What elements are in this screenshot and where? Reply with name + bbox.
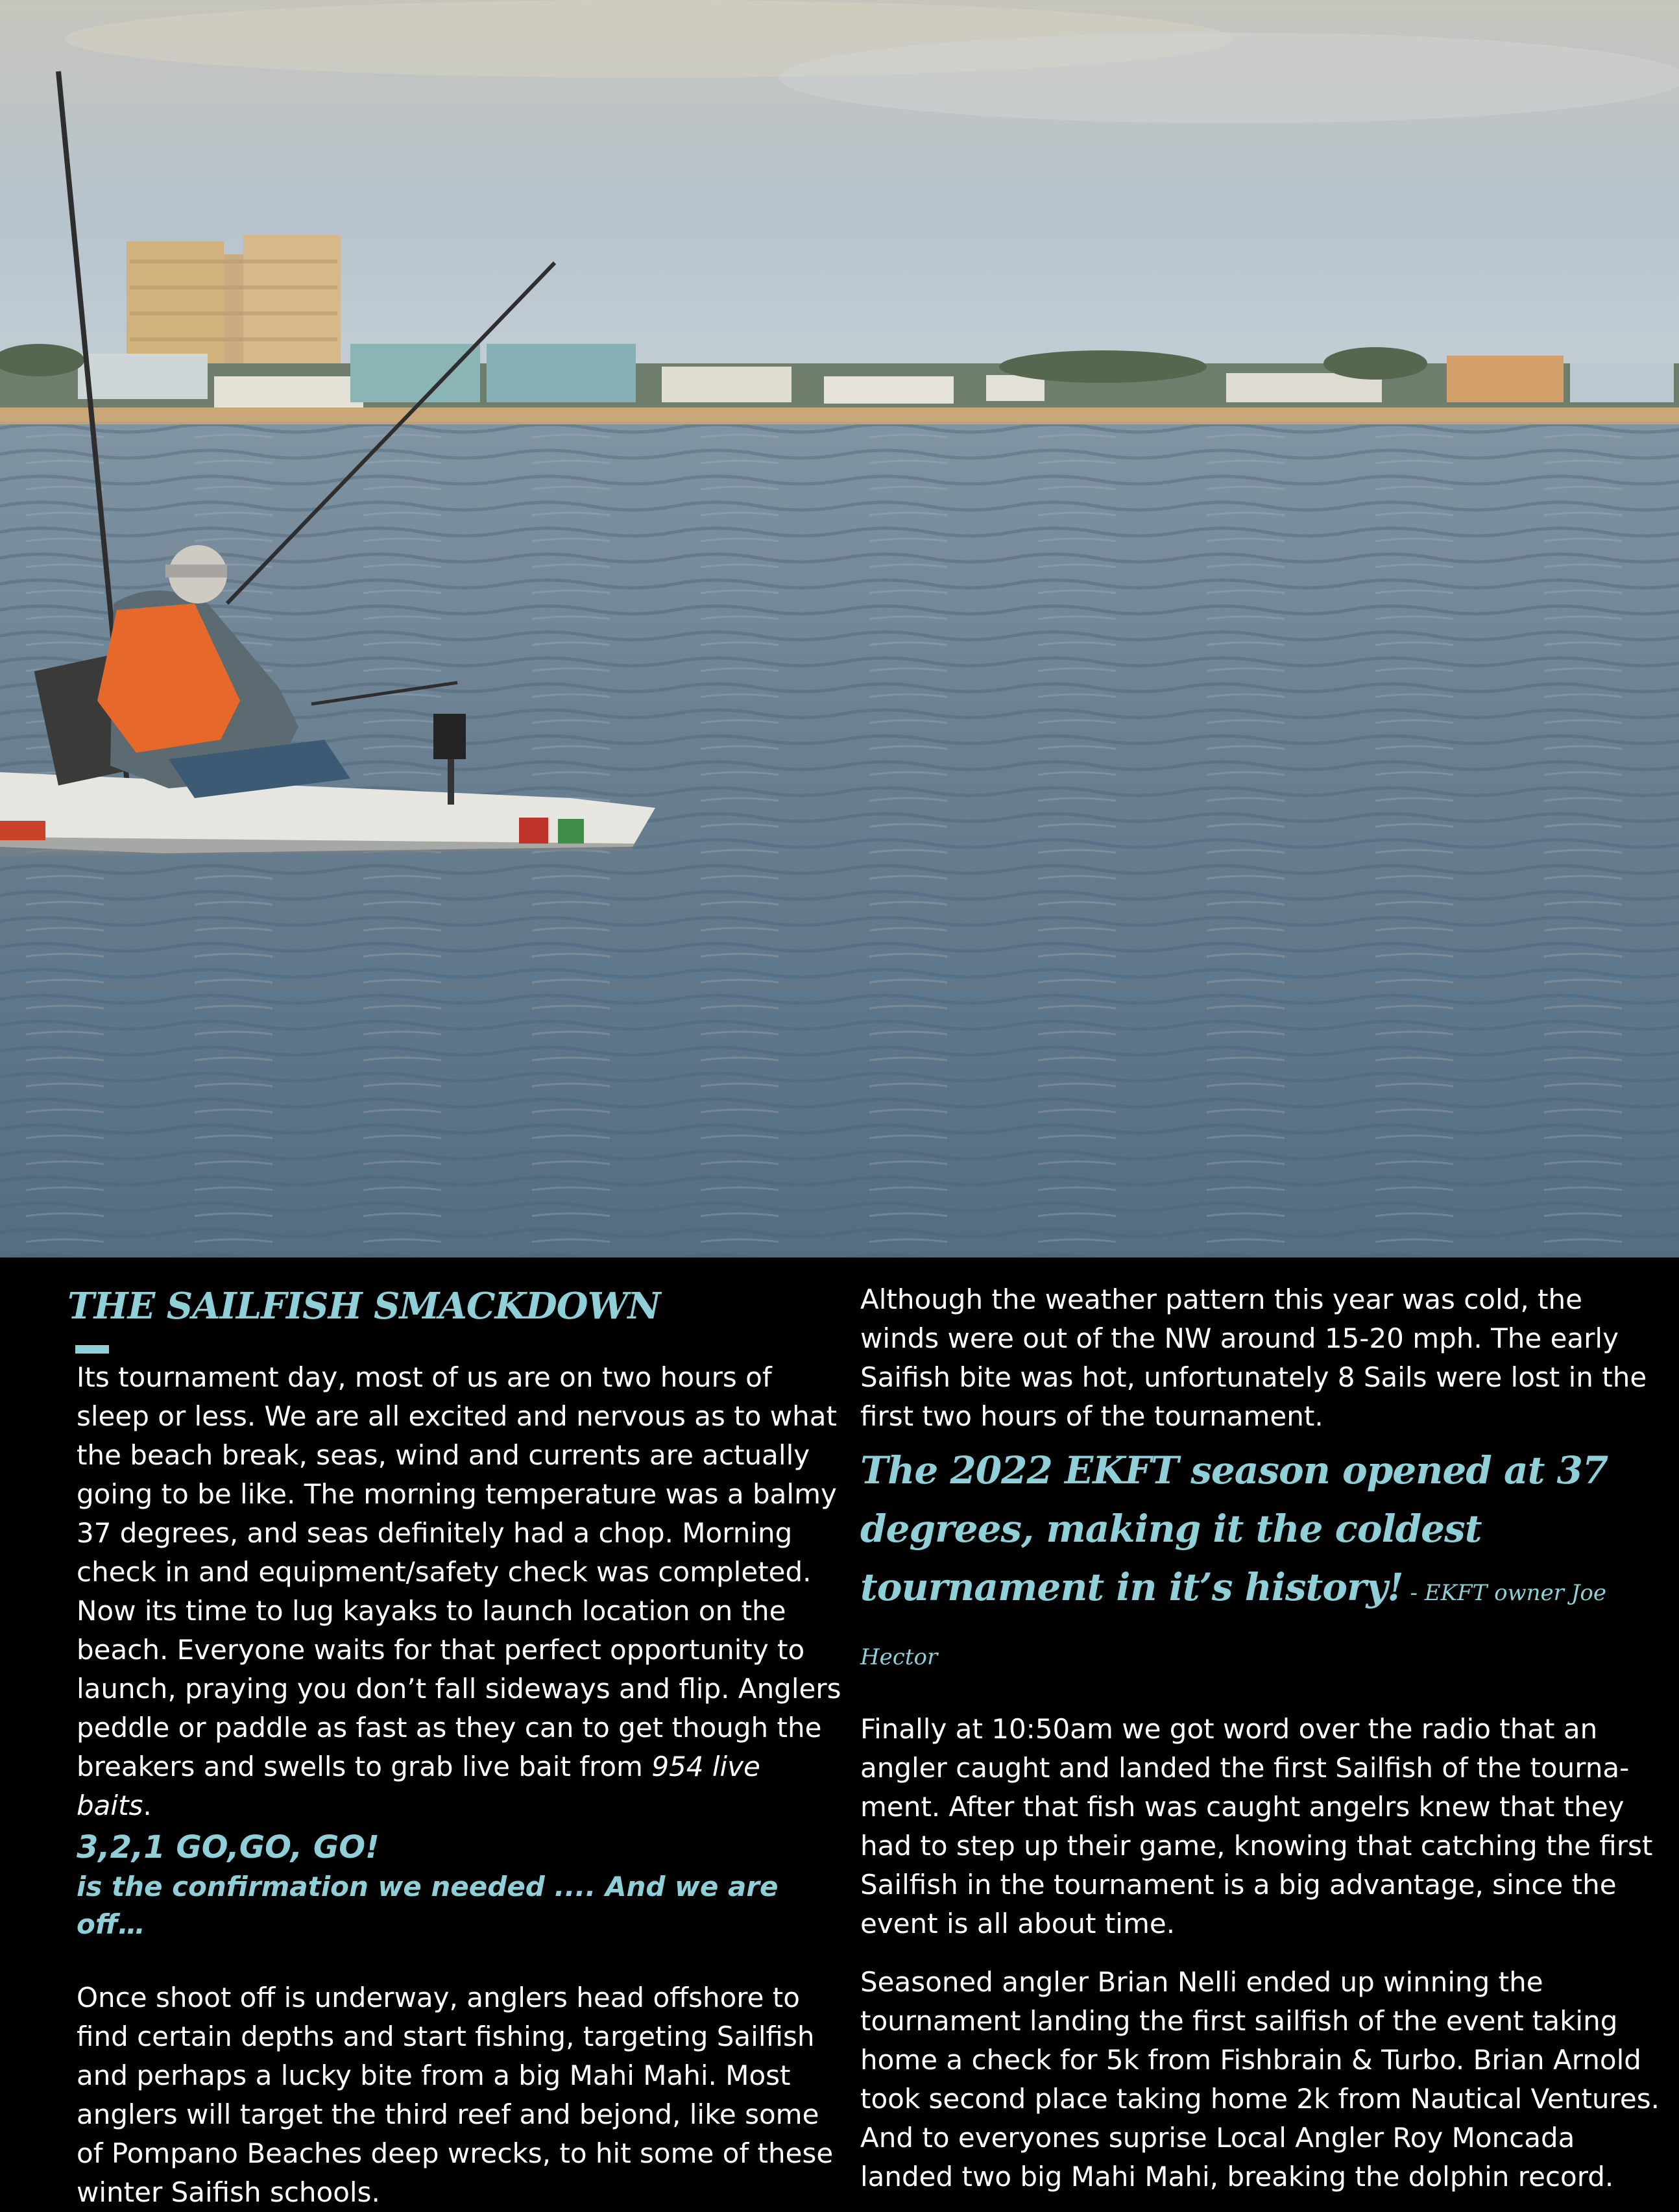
- countdown-callout: 3,2,1 GO,GO, GO!: [77, 1829, 380, 1866]
- article-section: [0, 1258, 1679, 2208]
- right-paragraph-3: Seasoned angler Brian Nelli ended up winning the tournament landing the first sailfish of the event taking home a check for 5k from Fishbrain & Turbo. Brian Arnold took second place taking home 2k from Nautical Ventures. And to everyones suprise Local Angler Roy Moncada landed two big Mahi Mahi, breaking the dolphin record.: [860, 1966, 1660, 2193]
- right-paragraph-2: Finally at 10:50am we got word over the radio that an angler caught and landed the first Sailfish of the tourna- ment. After that fish was caught angelrs knew that they had to step up their game, knowing that catching the first Sailfish in the tournament is a big advantage, since the event is all about time.: [860, 1713, 1653, 1939]
- pull-quote-text: The 2022 EKFT season opened at 37 degrees, making it the coldest tournament in it’s history!: [860, 1448, 1608, 1609]
- bait-shop-name: 954 live baits: [77, 1751, 760, 1821]
- confirmation-callout: is the confirmation we needed .... And we are off…: [77, 1871, 779, 1940]
- article-title: THE SAILFISH SMACKDOWN: [67, 1285, 660, 1328]
- left-paragraph-2: Once shoot off is underway, anglers head offshore to find certain depths and start fishing, targeting Sailfish and perhaps a lucky bite from a big Mahi Mahi. Most anglers will target the third reef and bejond, like some of Pompano Beaches deep wrecks, to hit some of these winter Saifish schools.: [77, 1982, 834, 2208]
- left-paragraph-1-text: Its tournament day, most of us are on two hours of sleep or less. We are all excited and nervous as to what the beach break, seas, wind and currents are actually going to be like. The morning temperature was a balmy 37 degrees, and seas definitely had a chop. Morning check in and equipment/safety check was completed. Now its time to lug kayaks to launch location on the beach. Everyone waits for that perfect opportunity to launch, praying you don’t fall sideways and flip. Anglers peddle or paddle as fast as they can to get though the breakers and swells to grab live bait from: [77, 1361, 841, 1782]
- left-paragraph-1: [77, 1358, 842, 1825]
- title-accent-bar: [75, 1345, 109, 1354]
- right-paragraph-1: Although the weather pattern this year was cold, the winds were out of the NW around 15-20 mph. The early Saifish bite was hot, unfortunately 8 Sails were lost in the first two hours of the tournament.: [860, 1283, 1647, 1432]
- pull-quote: [860, 1441, 1665, 1686]
- pull-quote-attribution: - EKFT owner Joe Hector: [860, 1580, 1606, 1670]
- right-column: [860, 1258, 1665, 2196]
- left-paragraph-1-end: .: [143, 1790, 152, 1821]
